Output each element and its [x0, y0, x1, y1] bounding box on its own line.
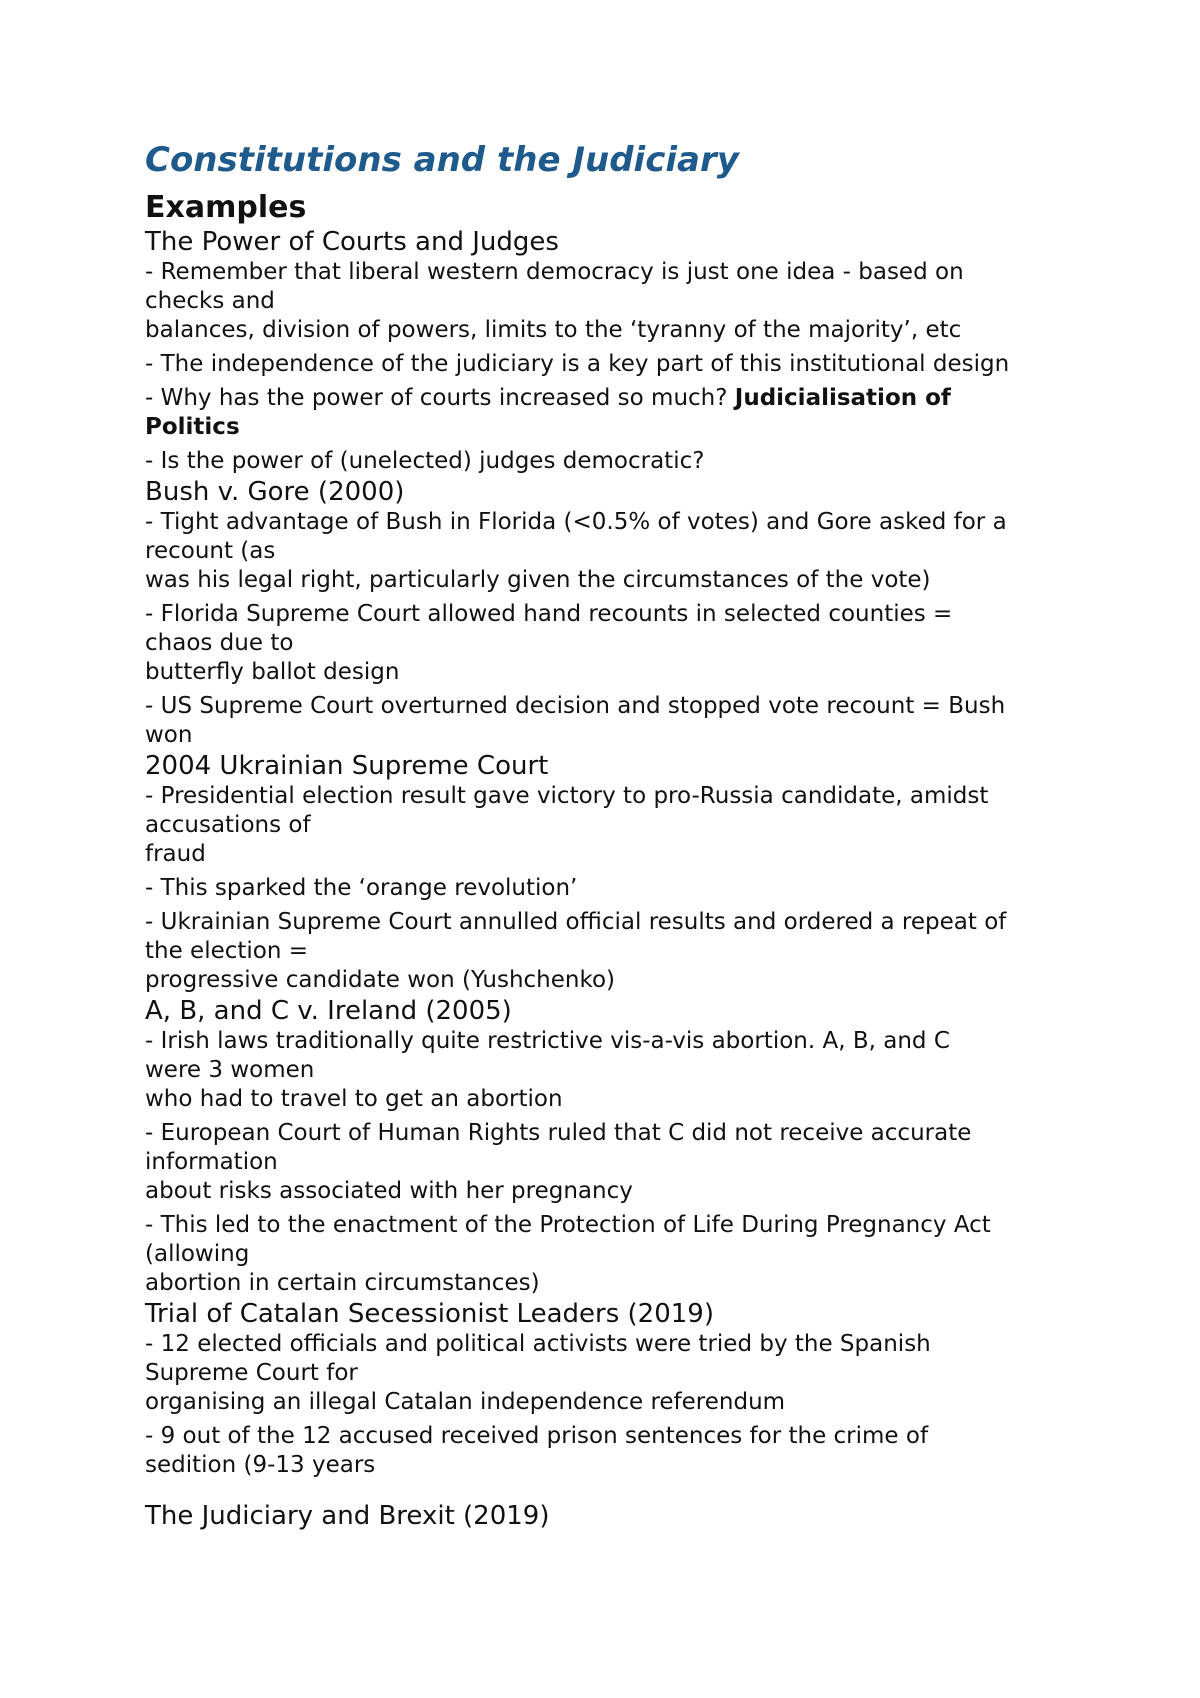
bold-term: Judicialisation of	[734, 385, 951, 411]
paragraph-line: - Florida Supreme Court allowed hand recounts in selected counties =	[145, 601, 953, 627]
paragraph-line: recount (as	[145, 538, 276, 564]
paragraph-line: - Remember that liberal western democracy is just one idea - based on	[145, 259, 964, 285]
paragraph-line: butterfly ballot design	[145, 659, 400, 685]
paragraph-line: - This led to the enactment of the Protection of Life During Pregnancy Act	[145, 1212, 991, 1238]
paragraph-line: who had to travel to get an abortion	[145, 1086, 563, 1112]
paragraph-line: chaos due to	[145, 630, 294, 656]
paragraph-line: won	[145, 722, 193, 748]
paragraph-line: information	[145, 1149, 278, 1175]
paragraph-line: - 12 elected officials and political activists were tried by the Spanish	[145, 1331, 931, 1357]
paragraph-line: the election =	[145, 938, 309, 964]
paragraph-line: accusations of	[145, 812, 311, 838]
document-page	[145, 138, 1080, 1532]
bold-term: Politics	[145, 414, 240, 440]
section-heading-judiciary-brexit: The Judiciary and Brexit (2019)	[145, 1501, 550, 1531]
paragraph-line: were 3 women	[145, 1057, 315, 1083]
paragraph-line: checks and	[145, 288, 275, 314]
paragraph-line: (allowing	[145, 1241, 250, 1267]
paragraph-line: - Presidential election result gave victory to pro-Russia candidate, amidst	[145, 783, 989, 809]
paragraph-line: organising an illegal Catalan independence referendum	[145, 1389, 786, 1415]
paragraph-line: about risks associated with her pregnancy	[145, 1178, 633, 1204]
paragraph-line: - Irish laws traditionally quite restrictive vis-a-vis abortion. A, B, and C	[145, 1028, 950, 1054]
paragraph-line: - The independence of the judiciary is a key part of this institutional design	[145, 351, 1010, 377]
paragraph-line: fraud	[145, 841, 206, 867]
paragraph-line: - This sparked the ‘orange revolution’	[145, 875, 578, 901]
paragraph-line: - Is the power of (unelected) judges democratic?	[145, 448, 705, 474]
paragraph-line: - Ukrainian Supreme Court annulled official results and ordered a repeat of	[145, 909, 1007, 935]
paragraph-line: abortion in certain circumstances)	[145, 1270, 540, 1296]
section-heading-bush-v-gore: Bush v. Gore (2000)	[145, 477, 405, 507]
paragraph-line: - 9 out of the 12 accused received prison sentences for the crime of	[145, 1423, 929, 1449]
paragraph-line: - US Supreme Court overturned decision and stopped vote recount = Bush	[145, 693, 1006, 719]
document-title: Constitutions and the Judiciary	[145, 140, 739, 180]
section-heading-catalan-trial: Trial of Catalan Secessionist Leaders (2019)	[145, 1299, 714, 1329]
paragraph-line: sedition (9-13 years	[145, 1452, 376, 1478]
section-heading-abc-v-ireland: A, B, and C v. Ireland (2005)	[145, 996, 512, 1026]
section-heading-ukrainian-supreme-court: 2004 Ukrainian Supreme Court	[145, 751, 549, 781]
section-heading-power-of-courts: The Power of Courts and Judges	[145, 227, 559, 257]
paragraph-text: - Why has the power of courts increased so much?	[145, 385, 728, 411]
paragraph-line: - European Court of Human Rights ruled that C did not receive accurate	[145, 1120, 972, 1146]
paragraph-line: was his legal right, particularly given the circumstances of the vote)	[145, 567, 931, 593]
paragraph-line: Supreme Court for	[145, 1360, 358, 1386]
paragraph-line: - Tight advantage of Bush in Florida (<0.5% of votes) and Gore asked for a	[145, 509, 1007, 535]
document-subtitle: Examples	[145, 190, 307, 225]
paragraph-line: progressive candidate won (Yushchenko)	[145, 967, 616, 993]
paragraph-line	[145, 384, 1080, 413]
paragraph-line: balances, division of powers, limits to the ‘tyranny of the majority’, etc	[145, 317, 962, 343]
